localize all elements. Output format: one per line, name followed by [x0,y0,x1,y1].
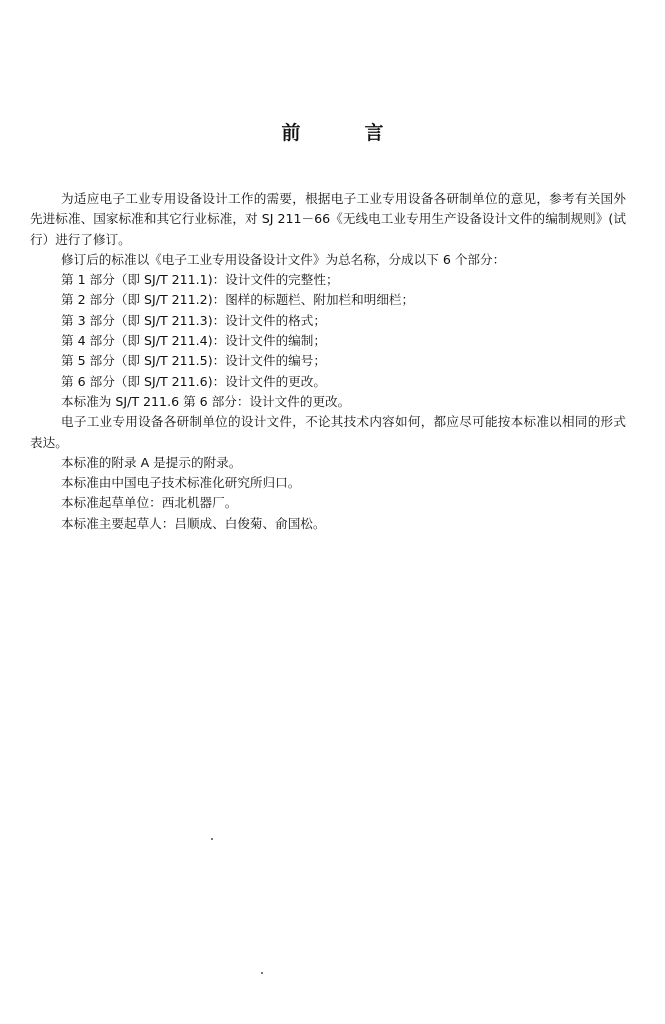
drafting-unit-paragraph: 本标准起草单位：西北机器厂。 [61,495,238,511]
part-5-item: 第 5 部分（即 SJ/T 211.5)：设计文件的编号； [61,353,326,369]
preface-body [30,189,626,534]
part-3-item: 第 3 部分（即 SJ/T 211.3)：设计文件的格式； [61,312,326,328]
intro-paragraph: 为适应电子工业专用设备设计工作的需要，根据电子工业专用设备各研制单位的意见，参考有关国外先进标准、国家标准和其它行业标准，对 SJ 211－66《无线电工业专用生产设备设计文件的编制规则》(试行）进行了修订。 [30,191,626,247]
drafters-paragraph: 本标准主要起草人：吕顺成、白俊菊、俞国松。 [61,515,326,531]
expression-paragraph: 电子工业专用设备各研制单位的设计文件，不论其技术内容如何，都应尽可能按本标准以相同的形式表达。 [30,414,626,450]
part-6-item: 第 6 部分（即 SJ/T 211.6)：设计文件的更改。 [61,373,326,389]
scan-speck [211,838,213,840]
page-title: 前言 [281,122,448,144]
part-4-item: 第 4 部分（即 SJ/T 211.4)：设计文件的编制； [61,333,326,349]
owner-paragraph: 本标准由中国电子技术标准化研究所归口。 [61,475,301,491]
parts-intro-paragraph: 修订后的标准以《电子工业专用设备设计文件》为总名称，分成以下 6 个部分： [61,251,506,267]
appendix-paragraph: 本标准的附录 A 是提示的附录。 [61,454,242,470]
scan-speck [261,972,263,974]
part-1-item: 第 1 部分（即 SJ/T 211.1)：设计文件的完整性； [61,272,339,288]
part-2-item: 第 2 部分（即 SJ/T 211.2)：图样的标题栏、附加栏和明细栏； [61,292,415,308]
this-standard-paragraph: 本标准为 SJ/T 211.6 第 6 部分：设计文件的更改。 [61,393,351,409]
